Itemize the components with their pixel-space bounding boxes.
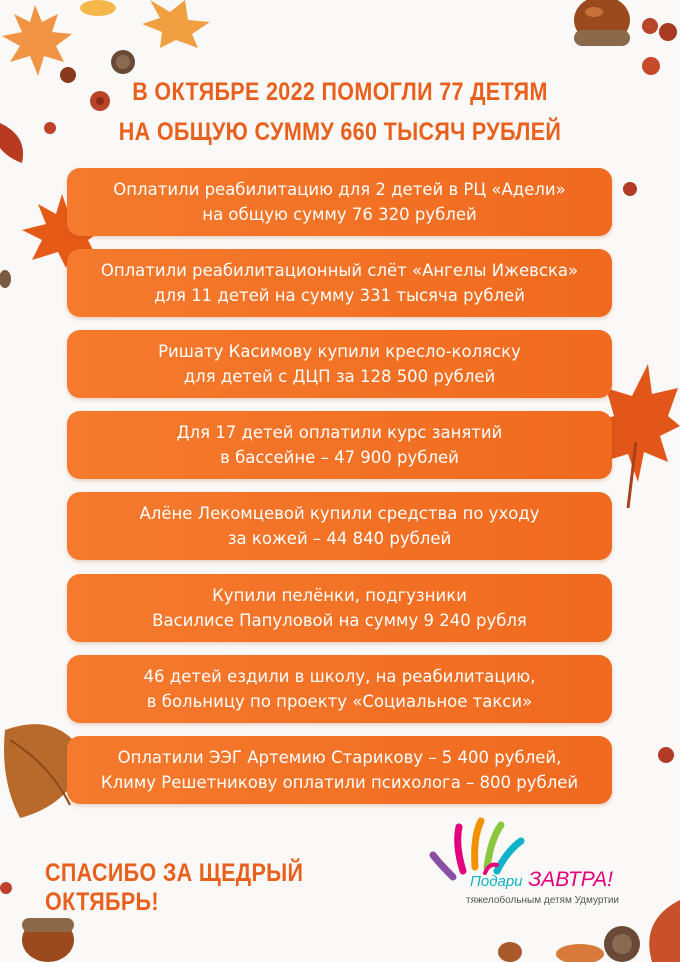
item-text-line-1: Ришату Касимову купили кресло-коляску xyxy=(158,342,521,361)
pinecone-left-mid xyxy=(0,268,14,290)
acorn-top-right xyxy=(570,0,634,50)
headline-line-1: В ОКТЯБРЕ 2022 ПОМОГЛИ 77 ДЕТЯМ xyxy=(132,78,548,106)
item-text-line-1: 46 детей ездили в школу, на реабилитацию, xyxy=(143,667,536,686)
item-text-line-2: в бассейне – 47 900 рублей xyxy=(220,448,459,467)
pinecone-bottom-right xyxy=(600,920,644,962)
leaf-bottom-right xyxy=(640,900,680,962)
item-text-line-2: Климу Решетникову оплатили психолога – 800 рублей xyxy=(100,773,579,792)
red-leaf-left xyxy=(0,118,30,168)
nut-bottom xyxy=(495,938,525,962)
acorn-bottom-left xyxy=(18,910,78,962)
item-card xyxy=(67,411,612,479)
item-text-line-2: в больницу по проекту «Социальное такси» xyxy=(146,692,533,711)
leaf-top-center xyxy=(78,0,118,20)
item-card xyxy=(67,574,612,642)
item-text-line-1: Для 17 детей оплатили курс занятий xyxy=(176,423,503,442)
item-text-line-1: Оплатили ЭЭГ Артемию Старикову – 5 400 рублей, xyxy=(117,748,562,767)
logo-wordmark xyxy=(470,869,613,893)
logo-subtitle: тяжелобольным детям Удмуртии xyxy=(466,895,619,906)
berry-small-right xyxy=(620,180,640,198)
item-text-line-2: на общую сумму 76 320 рублей xyxy=(202,205,477,224)
berry-bottom-right xyxy=(655,745,677,765)
item-text-line-1: Алёне Лекомцевой купили средства по уходу xyxy=(139,504,540,523)
item-card xyxy=(67,168,612,236)
item-card xyxy=(67,492,612,560)
item-text-line-2: за кожей – 44 840 рублей xyxy=(227,529,452,548)
berry-bottom-left xyxy=(0,880,16,896)
berry-cluster-top-right xyxy=(640,12,680,42)
item-text-line-2: для 11 детей на сумму 331 тысяча рублей xyxy=(154,286,525,305)
item-text-line-2: Василисе Папуловой на сумму 9 240 рубля xyxy=(152,611,527,630)
item-text-line-1: Оплатили реабилитационный слёт «Ангелы Ижевска» xyxy=(100,261,579,280)
item-text-line-1: Купили пелёнки, подгузники xyxy=(212,586,467,605)
item-card xyxy=(67,655,612,723)
item-card xyxy=(67,249,612,317)
item-card xyxy=(67,736,612,804)
thanks-heading: СПАСИБО ЗА ЩЕДРЫЙ ОКТЯБРЬ! xyxy=(45,859,304,916)
item-card xyxy=(67,330,612,398)
leaf-bottom-mid xyxy=(555,940,605,962)
rosehip-right xyxy=(640,55,662,77)
maple-leaf-top xyxy=(140,0,215,50)
headline-line-2: НА ОБЩУЮ СУММУ 660 ТЫСЯЧ РУБЛЕЙ xyxy=(118,118,562,146)
item-text-line-2: для детей с ДЦП за 128 500 рублей xyxy=(183,367,496,386)
logo-word-1: Подари xyxy=(470,873,523,890)
logo-word-2: ЗАВТРА! xyxy=(528,868,613,891)
item-text-line-1: Оплатили реабилитацию для 2 детей в РЦ «Адели» xyxy=(113,180,566,199)
